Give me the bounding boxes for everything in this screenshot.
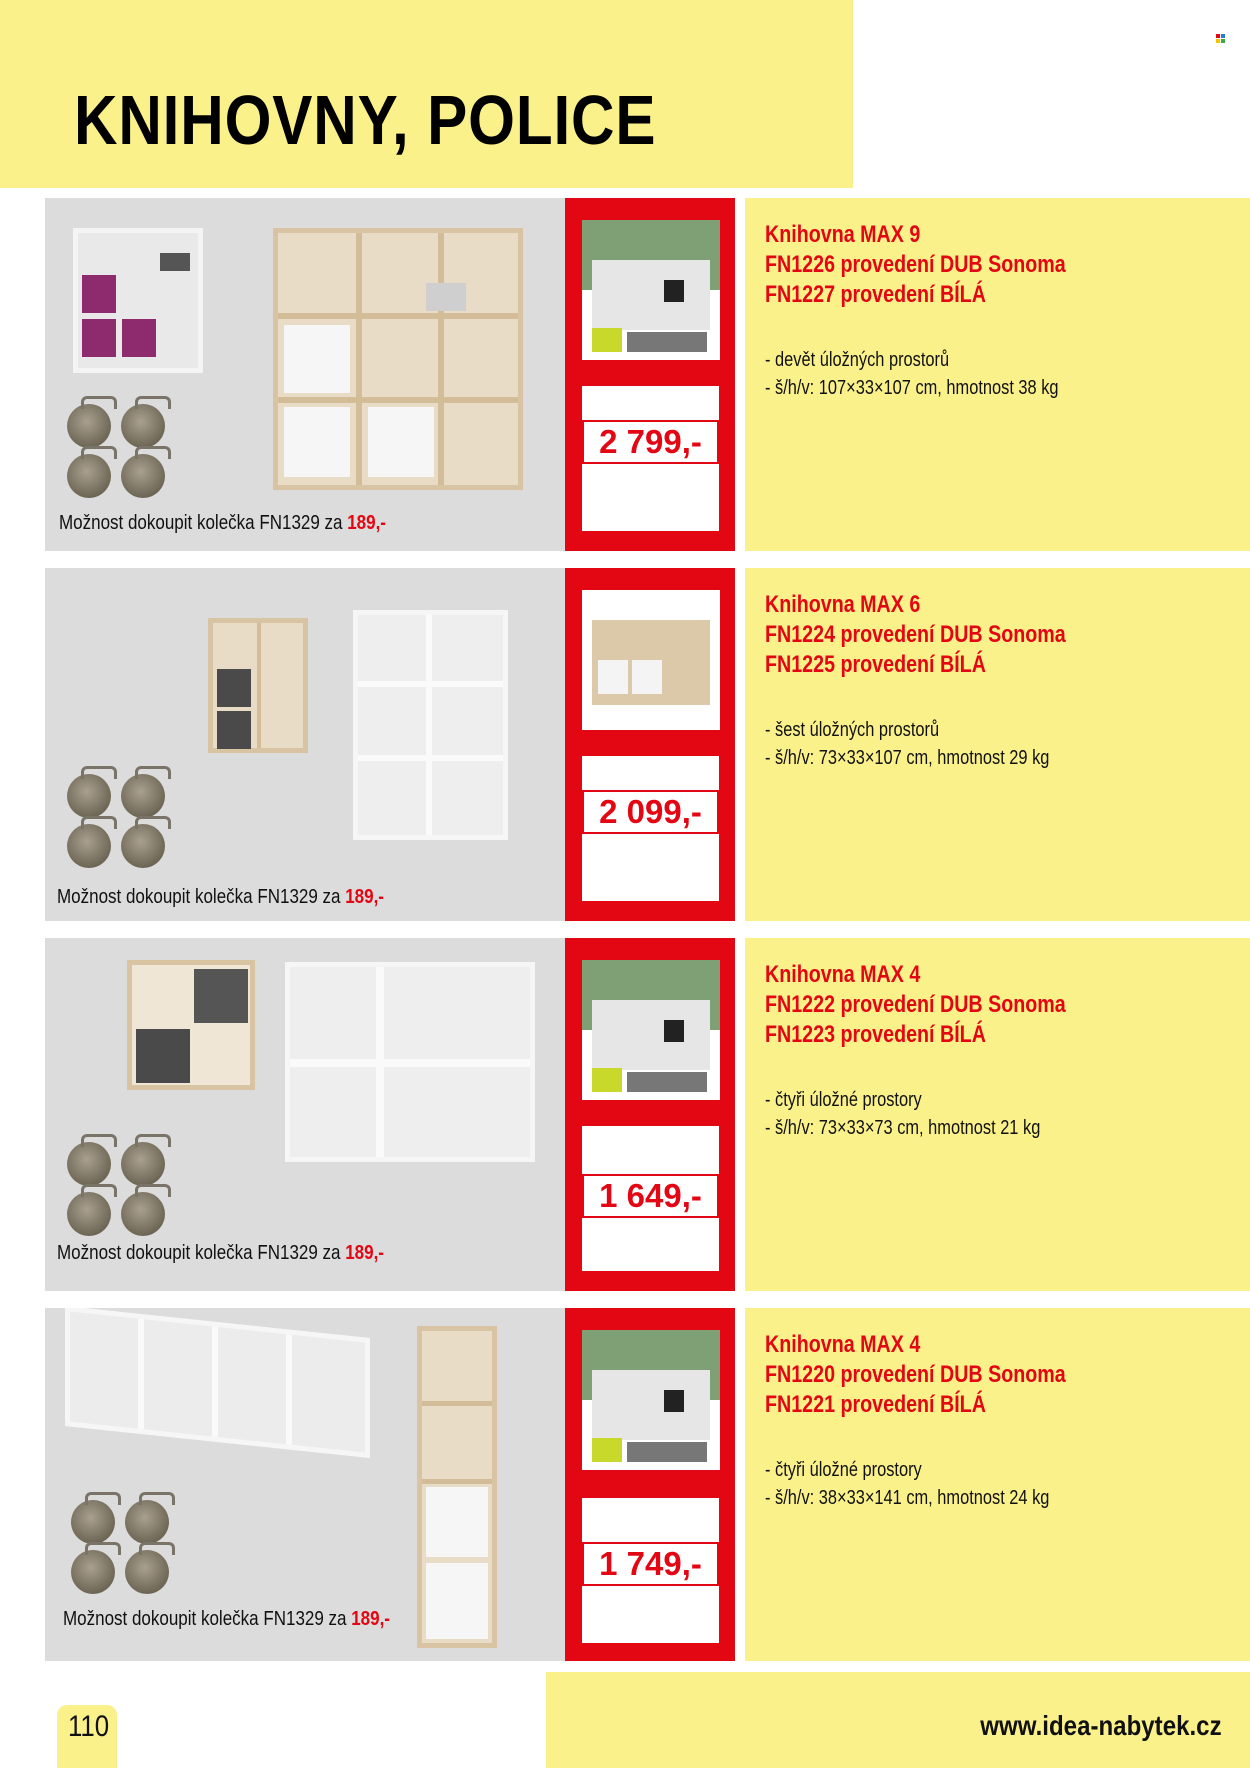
product-card-max4-tall [45, 1308, 1250, 1661]
price-column [565, 1308, 735, 1661]
shelf-white-image [65, 1308, 370, 1458]
product-info [745, 568, 1250, 921]
shelf-white-image [73, 228, 203, 373]
price-tag: 2 799,- [582, 420, 719, 464]
wheels-image [67, 1134, 187, 1244]
product-photo [45, 198, 565, 551]
room-thumbnail [582, 1330, 720, 1470]
shelf-white-image [353, 610, 508, 840]
price-column [565, 198, 735, 551]
product-title: Knihovna MAX 6 FN1224 provedení DUB Sonoma FN1225 provedení BÍLÁ [765, 591, 1066, 678]
wheels-image [71, 1492, 191, 1602]
shelf-white-image [285, 962, 535, 1162]
page-number: 110 [68, 1710, 110, 1743]
product-photo [45, 1308, 565, 1661]
shelf-oak-image [273, 228, 523, 490]
wheels-caption: Možnost dokoupit kolečka FN1329 za 189,- [57, 886, 384, 908]
wheels-image [67, 396, 187, 506]
product-card-max4-square [45, 938, 1250, 1291]
shelf-oak-image [208, 618, 308, 753]
price-column [565, 938, 735, 1291]
shelf-oak-image [417, 1326, 497, 1648]
product-title: Knihovna MAX 4 FN1222 provedení DUB Sonoma FN1223 provedení BÍLÁ [765, 961, 1066, 1048]
room-thumbnail [582, 590, 720, 730]
wheels-caption: Možnost dokoupit kolečka FN1329 za 189,- [57, 1242, 384, 1264]
product-card-max9 [45, 198, 1250, 551]
product-specs: - čtyři úložné prostory - š/h/v: 73×33×73 cm, hmotnost 21 kg [765, 1089, 1041, 1139]
product-info [745, 198, 1250, 551]
product-specs: - čtyři úložné prostory - š/h/v: 38×33×141 cm, hmotnost 24 kg [765, 1459, 1050, 1509]
wheels-image [67, 766, 187, 876]
wheels-caption: Možnost dokoupit kolečka FN1329 za 189,- [59, 512, 386, 534]
product-specs: - šest úložných prostorů - š/h/v: 73×33×107 cm, hmotnost 29 kg [765, 719, 1050, 769]
page-title: KNIHOVNY, POLICE [74, 81, 657, 159]
product-photo [45, 938, 565, 1291]
product-title: Knihovna MAX 4 FN1220 provedení DUB Sonoma FN1221 provedení BÍLÁ [765, 1331, 1066, 1418]
product-info [745, 1308, 1250, 1661]
price-column [565, 568, 735, 921]
product-info [745, 938, 1250, 1291]
product-specs: - devět úložných prostorů - š/h/v: 107×33×107 cm, hmotnost 38 kg [765, 349, 1059, 399]
price-tag: 1 749,- [582, 1542, 719, 1586]
product-card-max6 [45, 568, 1250, 921]
shelf-oak-image [127, 960, 255, 1090]
wheels-caption: Možnost dokoupit kolečka FN1329 za 189,- [63, 1608, 390, 1630]
room-thumbnail [582, 220, 720, 360]
room-thumbnail [582, 960, 720, 1100]
price-tag: 2 099,- [582, 790, 719, 834]
product-title: Knihovna MAX 9 FN1226 provedení DUB Sonoma FN1227 provedení BÍLÁ [765, 221, 1066, 308]
corner-logo-icon [1216, 34, 1225, 43]
website-link[interactable]: www.idea-nabytek.cz [980, 1710, 1222, 1741]
product-photo [45, 568, 565, 921]
price-tag: 1 649,- [582, 1174, 719, 1218]
